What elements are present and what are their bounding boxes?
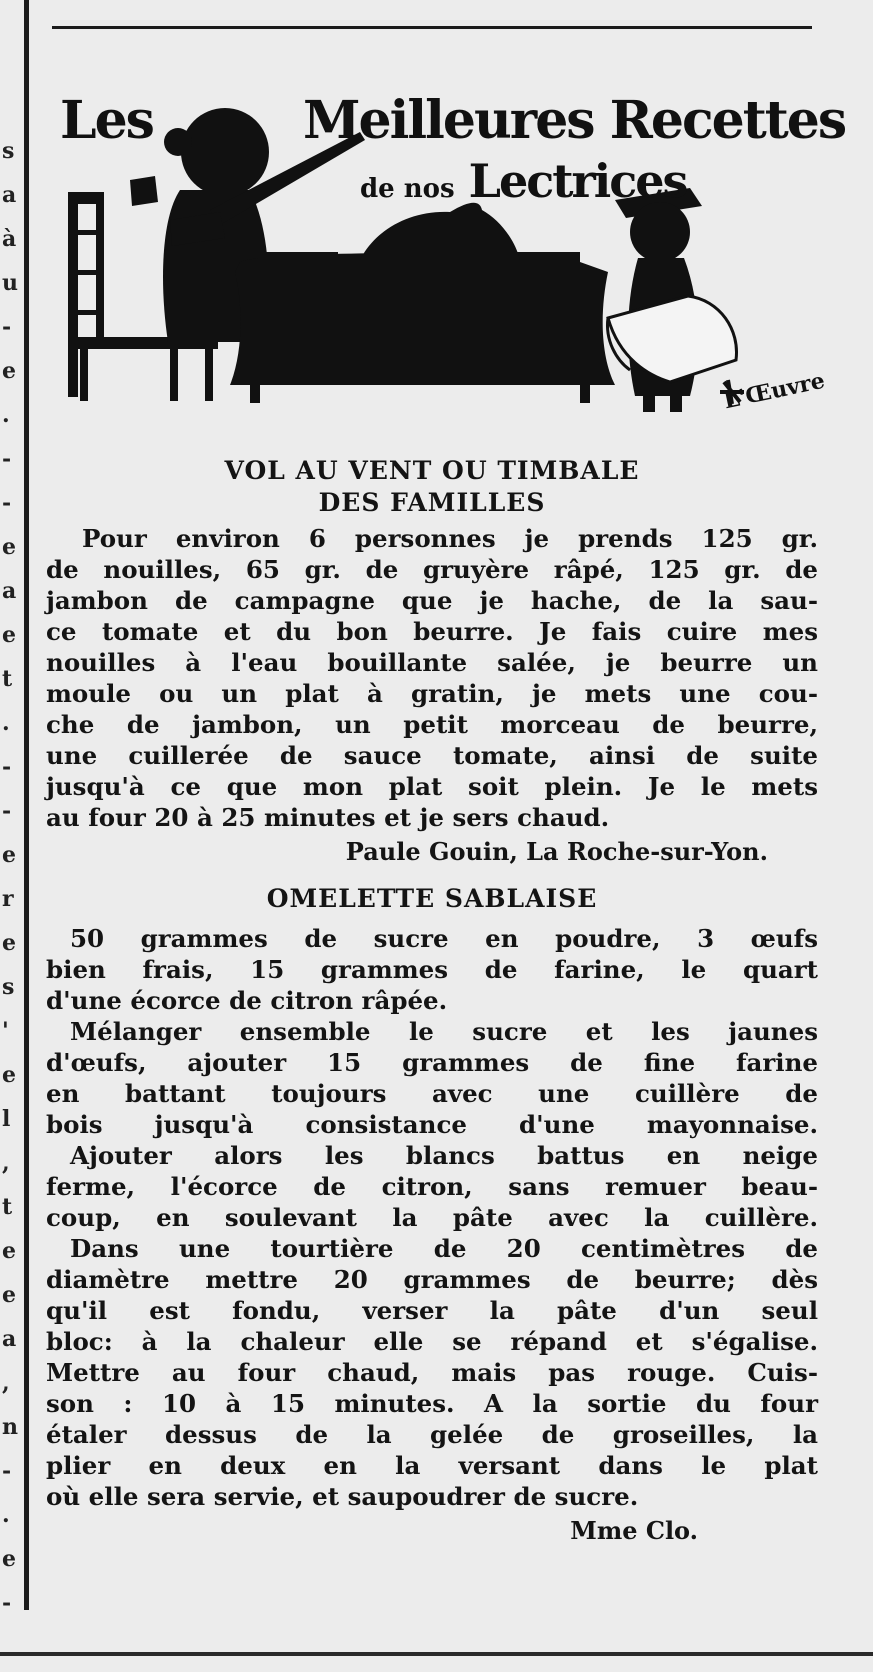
recipe-line: bien frais, 15 grammes de farine, le quart bbox=[46, 955, 818, 984]
adjacent-column-fragment: - bbox=[2, 314, 12, 340]
recipe-line: en battant toujours avec une cuillère de bbox=[46, 1079, 818, 1108]
recipe-line: Mettre au four chaud, mais pas rouge. Cuis- bbox=[46, 1358, 818, 1387]
recipe-line: Pour environ 6 personnes je prends 125 gr. bbox=[82, 524, 818, 553]
adjacent-column-fragment: - bbox=[2, 490, 12, 516]
recipe-line: ferme, l'écorce de citron, sans remuer beau- bbox=[46, 1172, 818, 1201]
recipe-vol-au-vent bbox=[46, 455, 818, 869]
recipe-line: Mélanger ensemble le sucre et les jaunes bbox=[70, 1017, 818, 1046]
adjacent-column-fragment: e bbox=[2, 1282, 16, 1308]
adjacent-column-fragment: e bbox=[2, 1238, 16, 1264]
adjacent-column-fragment: u bbox=[2, 270, 18, 296]
adjacent-column-fragment: , bbox=[2, 1150, 10, 1176]
adjacent-column-fragment: t bbox=[2, 666, 13, 692]
recipe-title-line: VOL AU VENT OU TIMBALE bbox=[224, 456, 640, 485]
boy-leg bbox=[643, 396, 655, 412]
chair-back-post-2 bbox=[96, 192, 104, 337]
recipe-line: ce tomate et du bon beurre. Je fais cuire mes bbox=[46, 617, 818, 646]
adjacent-column-fragment: e bbox=[2, 622, 16, 648]
recipe-line: bloc: à la chaleur elle se répand et s'égalise. bbox=[46, 1327, 818, 1356]
adjacent-column-fragment: - bbox=[2, 446, 12, 472]
recipe-line: nouilles à l'eau bouillante salée, je beurre un bbox=[46, 648, 818, 677]
recipe-line: jusqu'à ce que mon plat soit plein. Je le mets bbox=[46, 772, 818, 801]
chair-rung-2 bbox=[68, 270, 104, 275]
column-rule-left bbox=[24, 0, 29, 1610]
boy-leg-2 bbox=[670, 396, 682, 412]
recipe-line: d'une écorce de citron râpée. bbox=[46, 986, 448, 1015]
adjacent-column-fragment: e bbox=[2, 1062, 16, 1088]
recipe-line: jambon de campagne que je hache, de la sau- bbox=[46, 586, 818, 615]
adjacent-column-fragment: , bbox=[2, 1370, 10, 1396]
adjacent-column-fragment: n bbox=[2, 1414, 18, 1440]
recipe-line: Dans une tourtière de 20 centimètres de bbox=[70, 1234, 818, 1263]
recipe-line: Ajouter alors les blancs battus en neige bbox=[70, 1141, 818, 1170]
adjacent-column-fragment: à bbox=[2, 226, 17, 252]
adjacent-column-fragment: a bbox=[2, 182, 17, 208]
adjacent-column-fragment: t bbox=[2, 1194, 13, 1220]
cook-hand bbox=[130, 176, 158, 206]
adjacent-column-fragment: e bbox=[2, 358, 16, 384]
recipe-line: d'œufs, ajouter 15 grammes de fine farine bbox=[46, 1048, 818, 1077]
adjacent-column-fragment: - bbox=[2, 798, 12, 824]
adjacent-column-fragment: a bbox=[2, 1326, 17, 1352]
adjacent-column-fragment: . bbox=[2, 1502, 10, 1528]
recipe-line: che de jambon, un petit morceau de beurre, bbox=[46, 710, 818, 739]
recipe-title bbox=[46, 455, 818, 519]
masthead-subtitle bbox=[360, 154, 686, 208]
adjacent-column-fragment: r bbox=[2, 886, 14, 912]
table-leg-2 bbox=[580, 385, 590, 403]
adjacent-column-fragment: s bbox=[2, 138, 15, 164]
adjacent-column-fragment: - bbox=[2, 1458, 12, 1484]
recipe-line: bois jusqu'à consistance d'une mayonnaise. bbox=[46, 1110, 818, 1139]
recipe-signature: Mme Clo. bbox=[570, 1516, 698, 1545]
dish-2 bbox=[510, 252, 580, 264]
recipe-line: au four 20 à 25 minutes et je sers chaud. bbox=[46, 803, 610, 832]
adjacent-column-fragment: ' bbox=[2, 1018, 9, 1044]
masthead bbox=[60, 60, 846, 440]
recipe-signature: Paule Gouin, La Roche-sur-Yon. bbox=[345, 837, 768, 866]
recipes-article bbox=[46, 455, 818, 1548]
adjacent-column-fragment: a bbox=[2, 578, 17, 604]
adjacent-column-fragment: . bbox=[2, 402, 10, 428]
recipe-line: moule ou un plat à gratin, je mets une cou- bbox=[46, 679, 818, 708]
recipe-line: plier en deux en la versant dans le plat bbox=[46, 1451, 818, 1480]
recipe-line: qu'il est fondu, verser la pâte d'un seul bbox=[46, 1296, 818, 1325]
chair-leg bbox=[80, 349, 88, 401]
roast-on-platter bbox=[360, 203, 520, 260]
masthead-title-de: de nos bbox=[360, 174, 455, 204]
adjacent-column-fragment: e bbox=[2, 930, 16, 956]
recipe-line: une cuillerée de sauce tomate, ainsi de suite bbox=[46, 741, 818, 770]
cook-head bbox=[181, 108, 269, 196]
chair-back-post bbox=[68, 192, 78, 397]
adjacent-column-fragment: . bbox=[2, 710, 10, 736]
adjacent-column-fragment: - bbox=[2, 1590, 12, 1616]
dish bbox=[258, 252, 338, 264]
adjacent-column-fragment: e bbox=[2, 1546, 16, 1572]
adjacent-column-fragment: e bbox=[2, 534, 16, 560]
recipe-body bbox=[46, 523, 818, 833]
recipe-line: étaler dessus de la gelée de groseilles, la bbox=[46, 1420, 818, 1449]
recipe-line: coup, en soulevant la pâte avec la cuillère. bbox=[46, 1203, 818, 1232]
recipe-line: de nouilles, 65 gr. de gruyère râpé, 125 gr. de bbox=[46, 555, 818, 584]
cook-hair-bun bbox=[164, 128, 192, 156]
recipe-line: diamètre mettre 20 grammes de beurre; dès bbox=[46, 1265, 818, 1294]
adjacent-column-fragment: l bbox=[2, 1106, 11, 1132]
column-rule-top bbox=[52, 26, 812, 29]
adjacent-column-fragment: e bbox=[2, 842, 16, 868]
boy-head bbox=[630, 202, 690, 262]
column-rule-bottom bbox=[0, 1652, 873, 1656]
recipe-body bbox=[46, 923, 818, 1512]
adjacent-column-fragment: - bbox=[2, 754, 12, 780]
newspaper-label: L'Œuvre bbox=[721, 367, 828, 415]
masthead-title-main: Meilleures Recettes bbox=[303, 90, 846, 151]
recipe-title-line: DES FAMILLES bbox=[318, 488, 546, 517]
table-cloth bbox=[230, 253, 615, 385]
masthead-title-les: Les bbox=[60, 90, 153, 151]
recipe-title: OMELETTE SABLAISE bbox=[266, 884, 598, 913]
masthead-title-lectrices: Lectrices bbox=[468, 154, 687, 208]
chair-leg-3 bbox=[205, 349, 213, 401]
recipe-line: où elle sera servie, et saupoudrer de sucre. bbox=[46, 1482, 639, 1511]
recipe-line: 50 grammes de sucre en poudre, 3 œufs bbox=[70, 924, 818, 953]
recipe-line: son : 10 à 15 minutes. A la sortie du four bbox=[46, 1389, 818, 1418]
chair-rung bbox=[68, 230, 104, 235]
table-leg bbox=[250, 385, 260, 403]
chair-leg-2 bbox=[170, 349, 178, 401]
chair-rung-3 bbox=[68, 310, 104, 315]
adjacent-column-fragment: s bbox=[2, 974, 15, 1000]
recipe-omelette bbox=[46, 883, 818, 1548]
